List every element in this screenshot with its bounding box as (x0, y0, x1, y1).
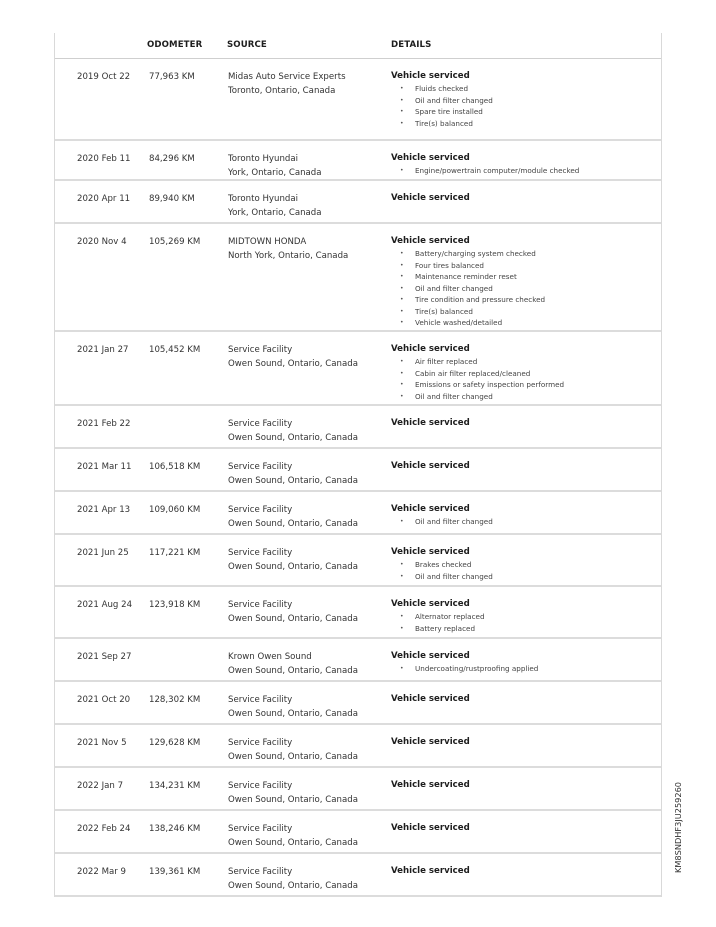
source-name: Service Facility (228, 462, 293, 472)
source-name: Service Facility (228, 419, 293, 429)
details-title: Vehicle serviced (391, 193, 470, 203)
row-source (228, 822, 388, 850)
header-details: DETAILS (391, 40, 432, 50)
source-name: Service Facility (228, 548, 293, 558)
details-item: • Tire(s) balanced (391, 118, 659, 130)
source-location: Owen Sound, Ontario, Canada (228, 752, 358, 762)
row-source (228, 417, 388, 445)
row-odometer: 139,361 KM (149, 867, 201, 877)
source-name: Toronto Hyundai (228, 194, 299, 204)
row-odometer: 138,246 KM (149, 824, 201, 834)
row-odometer: 77,963 KM (149, 72, 195, 82)
row-source (228, 343, 388, 371)
source-location: Owen Sound, Ontario, Canada (228, 838, 358, 848)
details-list (391, 559, 659, 582)
details-item: • Maintenance reminder reset (391, 271, 659, 283)
source-name: MIDTOWN HONDA (228, 237, 307, 247)
row-odometer: 84,296 KM (149, 154, 195, 164)
source-name: Service Facility (228, 345, 293, 355)
source-location: Owen Sound, Ontario, Canada (228, 709, 358, 719)
row-source (228, 865, 388, 893)
table-row (55, 406, 661, 449)
row-details (391, 503, 659, 528)
table-row (55, 639, 661, 682)
header-source: SOURCE (227, 40, 267, 50)
row-source (228, 152, 388, 180)
table-row (55, 725, 661, 768)
table-row (55, 224, 661, 332)
source-location: Toronto, Ontario, Canada (228, 86, 336, 96)
source-name: Service Facility (228, 505, 293, 515)
source-name: Service Facility (228, 781, 293, 791)
row-date: 2021 Aug 24 (77, 600, 133, 610)
source-location: Owen Sound, Ontario, Canada (228, 562, 358, 572)
source-location: North York, Ontario, Canada (228, 251, 349, 261)
row-odometer: 105,452 KM (149, 345, 201, 355)
row-odometer: 134,231 KM (149, 781, 201, 791)
details-item: • Tire condition and pressure checked (391, 294, 659, 306)
details-title: Vehicle serviced (391, 153, 470, 163)
source-location: Owen Sound, Ontario, Canada (228, 359, 358, 369)
row-date: 2022 Feb 24 (77, 824, 131, 834)
details-item: • Brakes checked (391, 559, 659, 571)
details-item: • Oil and filter changed (391, 95, 659, 107)
source-location: Owen Sound, Ontario, Canada (228, 881, 358, 891)
details-item: • Vehicle washed/detailed (391, 317, 659, 329)
table-row (55, 492, 661, 535)
row-source (228, 503, 388, 531)
source-location: York, Ontario, Canada (228, 168, 322, 178)
row-details (391, 152, 659, 177)
row-details (391, 693, 659, 706)
details-item: • Battery replaced (391, 623, 659, 635)
row-odometer: 129,628 KM (149, 738, 201, 748)
row-source (228, 779, 388, 807)
table-row (55, 181, 661, 224)
row-source (228, 693, 388, 721)
details-item: • Air filter replaced (391, 356, 659, 368)
table-row (55, 811, 661, 854)
row-details (391, 70, 659, 129)
details-item: • Cabin air filter replaced/cleaned (391, 368, 659, 380)
row-details (391, 546, 659, 582)
table-row (55, 587, 661, 639)
source-location: Owen Sound, Ontario, Canada (228, 476, 358, 486)
details-title: Vehicle serviced (391, 547, 470, 557)
details-list (391, 663, 659, 675)
source-name: Service Facility (228, 695, 293, 705)
table-row (55, 535, 661, 587)
details-item: • Fluids checked (391, 83, 659, 95)
row-date: 2020 Apr 11 (77, 194, 131, 204)
row-date: 2022 Mar 9 (77, 867, 127, 877)
row-odometer: 123,918 KM (149, 600, 201, 610)
details-item: • Alternator replaced (391, 611, 659, 623)
row-date: 2021 Nov 5 (77, 738, 127, 748)
source-name: Service Facility (228, 867, 293, 877)
row-source (228, 598, 388, 626)
row-date: 2021 Oct 20 (77, 695, 131, 705)
details-title: Vehicle serviced (391, 461, 470, 471)
row-odometer: 128,302 KM (149, 695, 201, 705)
details-title: Vehicle serviced (391, 504, 470, 514)
row-details (391, 192, 659, 205)
details-item: • Four tires balanced (391, 260, 659, 272)
row-details (391, 343, 659, 402)
table-row (55, 682, 661, 725)
table-row (55, 854, 661, 897)
row-details (391, 736, 659, 749)
row-details (391, 865, 659, 878)
row-details (391, 460, 659, 473)
row-source (228, 650, 388, 678)
source-location: Owen Sound, Ontario, Canada (228, 614, 358, 624)
source-name: Service Facility (228, 600, 293, 610)
details-title: Vehicle serviced (391, 694, 470, 704)
details-list (391, 83, 659, 129)
row-details (391, 779, 659, 792)
details-list (391, 248, 659, 329)
row-odometer: 89,940 KM (149, 194, 195, 204)
source-location: Owen Sound, Ontario, Canada (228, 519, 358, 529)
row-source (228, 736, 388, 764)
details-title: Vehicle serviced (391, 651, 470, 661)
header-odometer: ODOMETER (147, 40, 203, 50)
row-date: 2021 Sep 27 (77, 652, 132, 662)
details-title: Vehicle serviced (391, 823, 470, 833)
details-item: • Tire(s) balanced (391, 306, 659, 318)
details-item: • Oil and filter changed (391, 391, 659, 403)
table-row (55, 59, 661, 141)
details-item: • Oil and filter changed (391, 571, 659, 583)
row-date: 2021 Jun 25 (77, 548, 129, 558)
source-name: Midas Auto Service Experts (228, 72, 346, 82)
row-source (228, 460, 388, 488)
details-title: Vehicle serviced (391, 418, 470, 428)
details-title: Vehicle serviced (391, 236, 470, 246)
details-item: • Oil and filter changed (391, 283, 659, 295)
row-details (391, 822, 659, 835)
table-row (55, 141, 661, 181)
row-date: 2019 Oct 22 (77, 72, 131, 82)
source-location: York, Ontario, Canada (228, 208, 322, 218)
row-date: 2021 Jan 27 (77, 345, 129, 355)
details-list (391, 165, 659, 177)
row-details (391, 417, 659, 430)
details-title: Vehicle serviced (391, 866, 470, 876)
details-title: Vehicle serviced (391, 780, 470, 790)
source-location: Owen Sound, Ontario, Canada (228, 666, 358, 676)
row-source (228, 192, 388, 220)
table-header (55, 33, 661, 59)
details-item: • Spare tire installed (391, 106, 659, 118)
details-item: • Undercoating/rustproofing applied (391, 663, 659, 675)
source-location: Owen Sound, Ontario, Canada (228, 433, 358, 443)
details-title: Vehicle serviced (391, 344, 470, 354)
details-item: • Emissions or safety inspection performed (391, 379, 659, 391)
table-row (55, 449, 661, 492)
source-name: Toronto Hyundai (228, 154, 299, 164)
row-source (228, 70, 388, 98)
details-list (391, 356, 659, 402)
details-item: • Oil and filter changed (391, 516, 659, 528)
details-item: • Battery/charging system checked (391, 248, 659, 260)
row-odometer: 117,221 KM (149, 548, 201, 558)
details-item: • Engine/powertrain computer/module checked (391, 165, 659, 177)
table-row (55, 768, 661, 811)
row-odometer: 105,269 KM (149, 237, 201, 247)
service-history-table (54, 33, 662, 897)
row-odometer: 109,060 KM (149, 505, 201, 515)
row-source (228, 235, 388, 263)
details-title: Vehicle serviced (391, 71, 470, 81)
row-source (228, 546, 388, 574)
row-date: 2021 Apr 13 (77, 505, 131, 515)
source-name: Service Facility (228, 824, 293, 834)
row-details (391, 235, 659, 329)
details-title: Vehicle serviced (391, 599, 470, 609)
row-details (391, 650, 659, 675)
vin-number: KM8SNDHF3JU259260 (673, 781, 683, 873)
row-date: 2020 Feb 11 (77, 154, 131, 164)
row-details (391, 598, 659, 634)
table-body (55, 59, 661, 897)
table-row (55, 332, 661, 406)
source-name: Krown Owen Sound (228, 652, 312, 662)
row-date: 2020 Nov 4 (77, 237, 127, 247)
row-odometer: 106,518 KM (149, 462, 201, 472)
details-list (391, 516, 659, 528)
details-list (391, 611, 659, 634)
row-date: 2022 Jan 7 (77, 781, 124, 791)
source-name: Service Facility (228, 738, 293, 748)
row-date: 2021 Feb 22 (77, 419, 131, 429)
details-title: Vehicle serviced (391, 737, 470, 747)
source-location: Owen Sound, Ontario, Canada (228, 795, 358, 805)
row-date: 2021 Mar 11 (77, 462, 132, 472)
